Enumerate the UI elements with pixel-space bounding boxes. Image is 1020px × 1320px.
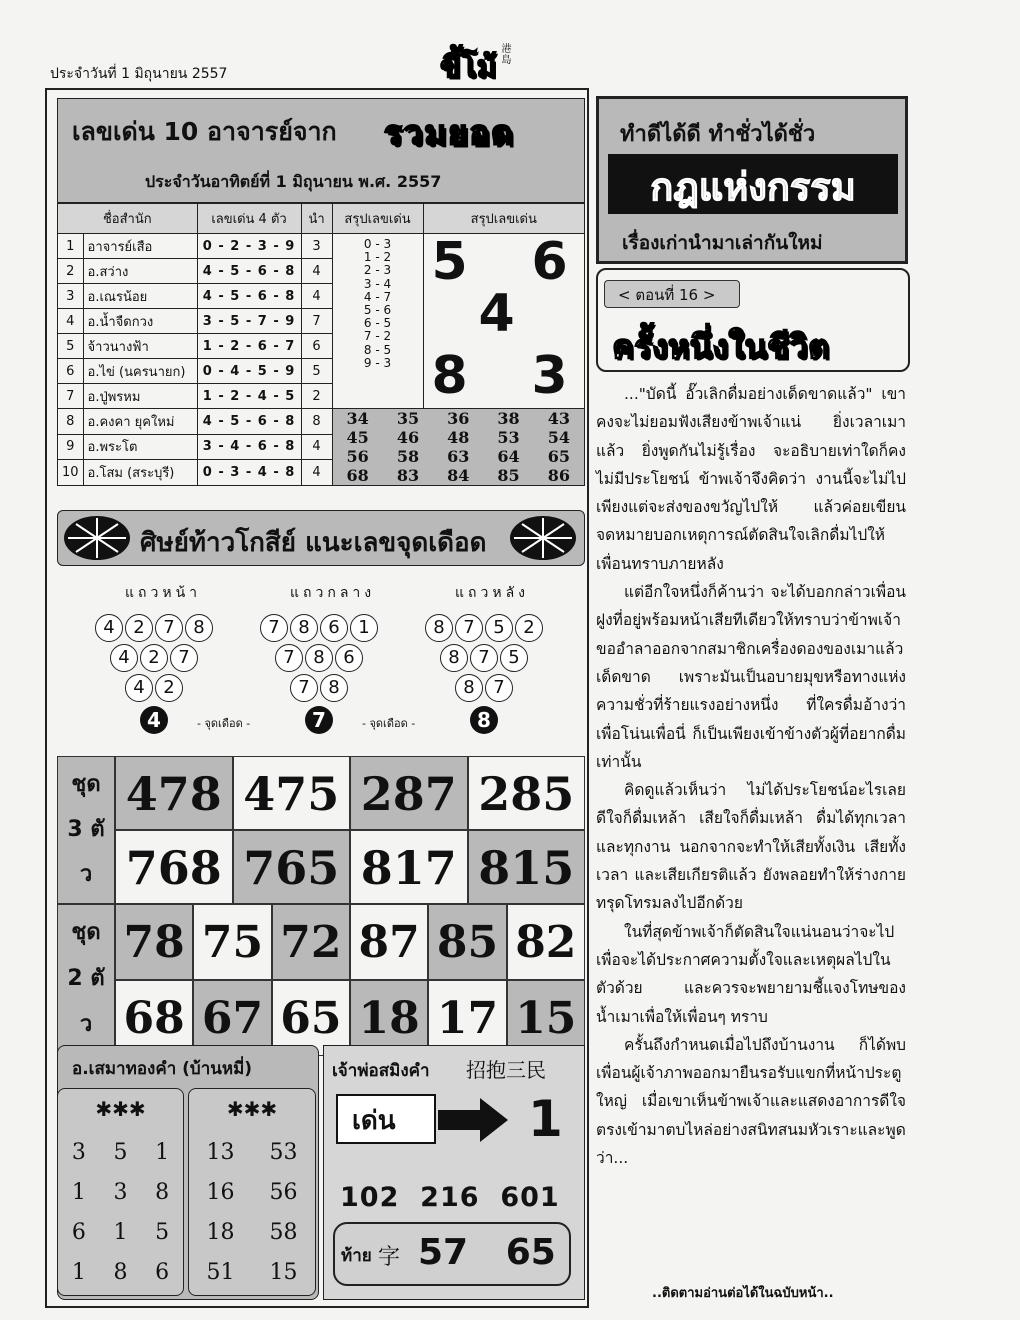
- row-name: อ.เณรน้อย: [83, 284, 197, 309]
- set2-number: 65: [272, 980, 350, 1056]
- digit-circle: 8: [440, 644, 468, 672]
- row-no: 5: [58, 334, 84, 359]
- table-row: [58, 234, 585, 259]
- row-name: อ.ปู่พรหม: [83, 384, 197, 409]
- semar-number: 3: [71, 1140, 86, 1165]
- digit-circle: 5: [500, 644, 528, 672]
- semar-row: [189, 1133, 315, 1173]
- masters-table: [57, 203, 585, 486]
- row-lead: 2: [301, 384, 332, 409]
- story-paragraph: ในที่สุดข้าพเจ้าก็ตัดสินใจแน่นอนว่าจะไปเพื่อจะได้ประกาศความตั้งใจและเหตุผลไปในตัวด้วย และควรจะพยายามชี้แจงโทษของน้ำเมาเพื่อให้เพื่อนๆ ทราบ: [596, 922, 906, 1026]
- starburst-icon: [508, 514, 578, 566]
- chao-numbers: 102 216 601: [340, 1182, 560, 1213]
- row-lead: 8: [301, 409, 332, 435]
- summary-digit: 5: [431, 232, 468, 292]
- masthead-logo: [440, 44, 514, 84]
- den-label: เด่น: [352, 1106, 396, 1136]
- summary-digits-cell: [423, 234, 584, 409]
- semar-number: 1: [71, 1260, 86, 1285]
- row-no: 1: [58, 234, 84, 259]
- row-name: อ.สว่าง: [83, 259, 197, 284]
- semar-number: 5: [113, 1140, 128, 1165]
- summary-number: 48: [447, 428, 470, 447]
- row-digits: 1 - 2 - 4 - 5: [197, 384, 301, 409]
- digit-circle: 2: [155, 674, 183, 702]
- row-name: อ.น้ำจืดกวง: [83, 309, 197, 334]
- row-no: 7: [58, 384, 84, 409]
- row-digits: 0 - 2 - 3 - 9: [197, 234, 301, 259]
- digit-circle: 6: [320, 614, 348, 642]
- row-no: 2: [58, 259, 84, 284]
- pair: 7 - 2: [363, 329, 392, 344]
- table-row: [58, 409, 585, 435]
- row-no: 3: [58, 284, 84, 309]
- hot-digit: 7: [305, 706, 333, 734]
- digit-circle: 7: [290, 674, 318, 702]
- set3-number: 765: [233, 830, 351, 904]
- semar-panel-right: [188, 1088, 316, 1296]
- story-paragraph: ..."บัดนี้ อั๊วเลิกดื่มอย่างเด็ดขาดแล้ว" เขาคงจะไม่ยอมฟังเสียงข้าพเจ้าแน่ ยิ่งเวลาเมาแล้ว ยิ่งพูดกันไม่รู้เรื่อง จะอธิบายเท่าใดก็คงไม่มีประโยชน์ ข้าพเจ้าจึงคิดว่า งานนี้จะไม่ไป เพียงแต่จะส่งของขวัญไปให้ แล้วค่อยเขียนจดหมายบอกเหตุการณ์ตัดสินใจเลิกดื่มไปให้เพื่อนทราบภายหลัง: [596, 385, 906, 573]
- pairs-cell: [332, 234, 423, 409]
- semar-number: 6: [155, 1260, 170, 1285]
- digit-circle: 8: [305, 644, 333, 672]
- summary-number: 84: [447, 466, 470, 485]
- header-lead: นำ: [301, 204, 332, 234]
- summary-number: 53: [497, 428, 520, 447]
- left-title: เลขเด่น 10 อาจารย์จาก: [72, 117, 337, 146]
- triangle-label: แถวหลัง: [455, 585, 530, 601]
- story-body: [596, 380, 906, 1172]
- story-title: ครั้งหนึ่งในชีวิต: [612, 327, 830, 366]
- summary-number: 34: [346, 409, 369, 428]
- digit-circle: 7: [485, 674, 513, 702]
- summary-digit: 3: [531, 346, 568, 406]
- digit-circle: 7: [260, 614, 288, 642]
- set2-number: 68: [115, 980, 193, 1056]
- row-no: 8: [58, 409, 84, 435]
- set2-number: 82: [507, 904, 585, 980]
- summary-number: 85: [497, 466, 520, 485]
- summary-number: 64: [497, 447, 520, 466]
- pair: 1 - 2: [363, 250, 392, 265]
- semar-row: [189, 1213, 315, 1253]
- semar-number: 53: [269, 1140, 298, 1165]
- row-name: อ.ไข่ (นครนายก): [83, 359, 197, 384]
- summary-number: 63: [447, 447, 470, 466]
- semar-number: 58: [269, 1220, 298, 1245]
- row-lead: 3: [301, 234, 332, 259]
- summary-number: 68: [346, 466, 369, 485]
- row-lead: 7: [301, 309, 332, 334]
- set2-number: 78: [115, 904, 193, 980]
- row-lead: 5: [301, 359, 332, 384]
- semar-number: 56: [269, 1180, 298, 1205]
- summary-digit: 6: [531, 232, 568, 292]
- chao-chinese: 招抱三民: [466, 1058, 546, 1082]
- kosi-banner-title: ศิษย์ท้าวโกสีย์ แนะเลขจุดเดือด: [140, 528, 487, 558]
- set2-number: 18: [350, 980, 428, 1056]
- continue-note: ..ติดตามอ่านต่อได้ในฉบับหน้า..: [652, 1286, 834, 1301]
- digit-circle: 7: [455, 614, 483, 642]
- story-paragraph: แต่อีกใจหนึ่งก็ค้านว่า จะได้บอกกล่าวเพื่อนฝูงที่อยู่พร้อมหน้าเสียทีเดียวให้ทราบว่าข้าพเจ้าขออำลาออกจากสมาชิกเครื่องดองของเมาแล้วเด็ดขาด เพราะมันเป็นอบายมุขหรือทางแห่งความชั่วที่ร้ายแรงอย่างหนึ่ง ที่ใครดื่มอ้างว่าเพื่อโน่นเพื่อนี่ ก็เป็นเพียงเข้าข้างตัวผู้ที่อยากดื่มเท่านั้น: [596, 583, 906, 771]
- masthead-logo-side: 港 島: [501, 44, 512, 66]
- row-lead: 4: [301, 259, 332, 284]
- set2-number: 17: [428, 980, 506, 1056]
- set3-number: 285: [468, 756, 586, 830]
- digit-circle: 7: [470, 644, 498, 672]
- row-digits: 3 - 4 - 6 - 8: [197, 434, 301, 460]
- digit-circle: 4: [95, 614, 123, 642]
- ruam-yot-logo: รวมยอด: [384, 113, 515, 152]
- digit-circle: 4: [125, 674, 153, 702]
- row-digits: 3 - 5 - 7 - 9: [197, 309, 301, 334]
- set3-label: ชุด 3 ตัว: [67, 772, 105, 887]
- semar-row: [189, 1253, 315, 1293]
- semar-number: 51: [206, 1260, 235, 1285]
- semar-panel-left: [57, 1088, 184, 1296]
- semar-row: [58, 1173, 183, 1213]
- digit-circle: 8: [425, 614, 453, 642]
- row-name: จ้าวนางฟ้า: [83, 334, 197, 359]
- row-digits: 4 - 5 - 6 - 8: [197, 409, 301, 435]
- digit-circle: 8: [290, 614, 318, 642]
- pair: 3 - 4: [363, 276, 392, 291]
- row-digits: 0 - 3 - 4 - 8: [197, 460, 301, 486]
- episode-label: < ตอนที่ 16 >: [618, 286, 716, 304]
- header-school: ชื่อสำนัก: [58, 204, 198, 234]
- row-lead: 6: [301, 334, 332, 359]
- row-lead: 4: [301, 434, 332, 460]
- semar-number: 3: [113, 1180, 128, 1205]
- set3-number: 815: [468, 830, 586, 904]
- semar-number: 6: [71, 1220, 86, 1245]
- set2-number: 72: [272, 904, 350, 980]
- summary-number: 86: [547, 466, 570, 485]
- summary-number: 65: [547, 447, 570, 466]
- semar-number: 16: [206, 1180, 235, 1205]
- summary-digit-center: 4: [478, 284, 515, 344]
- semar-row: [58, 1213, 183, 1253]
- set2-number: 85: [428, 904, 506, 980]
- row-lead: 4: [301, 284, 332, 309]
- digit-circle: 2: [140, 644, 168, 672]
- digit-circle: 7: [170, 644, 198, 672]
- digit-circle: 7: [155, 614, 183, 642]
- set3-number: 768: [115, 830, 233, 904]
- set2-number: 15: [507, 980, 585, 1056]
- triangle-label: แถวกลาง: [290, 585, 376, 601]
- masthead-logo-text: ขี้โม้: [440, 50, 497, 85]
- pair: 5 - 6: [363, 303, 392, 318]
- issue-date: ประจำวันที่ 1 มิถุนายน 2557: [50, 66, 228, 82]
- set2-number: 87: [350, 904, 428, 980]
- digit-circle: 7: [275, 644, 303, 672]
- set2-number: 67: [193, 980, 271, 1056]
- stars: ✱✱✱: [95, 1097, 146, 1121]
- summary-number: 36: [447, 409, 470, 428]
- semar-number: 1: [155, 1140, 170, 1165]
- semar-row: [189, 1173, 315, 1213]
- row-no: 9: [58, 434, 84, 460]
- summary-grid: [332, 409, 584, 486]
- digit-circle: 8: [185, 614, 213, 642]
- set2-grid: [115, 904, 585, 1056]
- hot-digit: 4: [140, 706, 168, 734]
- hot-digit: 8: [470, 706, 498, 734]
- semar-row: [58, 1133, 183, 1173]
- summary-number: 54: [547, 428, 570, 447]
- row-name: อ.คงคา ยุคใหม่: [83, 409, 197, 435]
- row-name: อ.พระโต: [83, 434, 197, 460]
- digit-circle: 8: [455, 674, 483, 702]
- pair: 9 - 3: [363, 355, 392, 370]
- set2-number: 75: [193, 904, 271, 980]
- semar-number: 1: [71, 1180, 86, 1205]
- row-no: 4: [58, 309, 84, 334]
- semar-number: 15: [269, 1260, 298, 1285]
- summary-number: 43: [547, 409, 570, 428]
- summary-number: 46: [396, 428, 420, 447]
- digit-circle: 6: [335, 644, 363, 672]
- arrow-right-icon: [438, 1096, 510, 1148]
- semar-number: 8: [155, 1180, 170, 1205]
- semar-number: 18: [206, 1220, 235, 1245]
- stars: ✱✱✱: [226, 1097, 278, 1121]
- summary-digit: 8: [431, 346, 468, 406]
- triangle-section: [57, 570, 585, 750]
- pair: 0 - 3: [363, 237, 392, 251]
- tail-char: 字: [378, 1245, 401, 1270]
- pair: 4 - 7: [363, 289, 392, 304]
- summary-number: 56: [346, 447, 369, 466]
- row-name: อาจารย์เสือ: [83, 234, 197, 259]
- pair: 8 - 5: [363, 342, 392, 357]
- set3-number: 475: [233, 756, 351, 830]
- summary-number: 45: [346, 428, 369, 447]
- digit-circle: 2: [125, 614, 153, 642]
- semar-title: อ.เสมาทองคำ (บ้านหมี่): [72, 1059, 253, 1079]
- digit-circle: 4: [110, 644, 138, 672]
- row-name: อ.โสม (สระบุรี): [83, 460, 197, 486]
- header-summary-2: สรุปเลขเด่น: [423, 204, 584, 234]
- starburst-icon: [62, 514, 132, 566]
- digit-circle: 8: [320, 674, 348, 702]
- summary-number: 38: [497, 409, 520, 428]
- row-digits: 4 - 5 - 6 - 8: [197, 259, 301, 284]
- summary-number: 83: [396, 466, 420, 485]
- digit-circle: 1: [350, 614, 378, 642]
- semar-row: [58, 1253, 183, 1293]
- set3-grid: [115, 756, 585, 904]
- summary-number: 58: [396, 447, 420, 466]
- row-lead: 4: [301, 460, 332, 486]
- semar-number: 1: [113, 1220, 128, 1245]
- digit-circle: 2: [515, 614, 543, 642]
- semar-number: 13: [206, 1140, 235, 1165]
- pair: 6 - 5: [363, 316, 392, 331]
- row-digits: 4 - 5 - 6 - 8: [197, 284, 301, 309]
- pair: 2 - 3: [363, 263, 392, 278]
- summary-number: 35: [396, 409, 420, 428]
- semar-number: 5: [155, 1220, 170, 1245]
- left-subtitle: ประจำวันอาทิตย์ที่ 1 มิถุนายน พ.ศ. 2557: [145, 172, 442, 191]
- header-summary-1: สรุปเลขเด่น: [332, 204, 423, 234]
- row-no: 6: [58, 359, 84, 384]
- tail-numbers: 57 65: [418, 1232, 556, 1273]
- chao-title: เจ้าพ่อสมิงคำ: [332, 1061, 430, 1081]
- set2-label: ชุด 2 ตัว: [67, 920, 105, 1037]
- set3-number: 817: [350, 830, 468, 904]
- story-paragraph: คิดดูแล้วเห็นว่า ไม่ได้ประโยชน์อะไรเลยดีใจก็ดื่มเหล้า เสียใจก็ดื่มเหล้า ดื่มได้ทุกเวลาและทุกงาน นอกจากจะทำให้เสียทั้งเงิน เสียทั้งเวลา และเสียเกียรติแล้ว ยังพลอยทำให้ร่างกายทรุดโทรมลงไปอีกด้วย: [596, 781, 906, 913]
- karma-motto: ทำดีได้ดี ทำชั่วได้ชั่ว: [620, 122, 816, 147]
- karma-sub: เรื่องเก่านำมาเล่ากันใหม่: [622, 232, 823, 254]
- semar-number: 8: [113, 1260, 128, 1285]
- triangle-label: แถวหน้า: [125, 585, 202, 601]
- row-digits: 1 - 2 - 6 - 7: [197, 334, 301, 359]
- story-paragraph: ครั้นถึงกำหนดเมื่อไปถึงบ้านงาน ก็ได้พบเพื่อนผู้เจ้าภาพออกมายืนรอรับแขกที่หน้าประตูใหญ่ เมื่อเขาเห็นข้าพเจ้าและแสดงอาการดีใจ ตรงเข้ามาตบไหล่อย่างสนิทสนมหัวเราะและพูดว่า...: [596, 1035, 906, 1168]
- row-no: 10: [58, 460, 84, 486]
- karma-title: กฎแห่งกรรม: [650, 165, 856, 209]
- hot-label: - จุดเดือด -: [197, 717, 251, 730]
- set3-number: 287: [350, 756, 468, 830]
- row-digits: 0 - 4 - 5 - 9: [197, 359, 301, 384]
- set3-number: 478: [115, 756, 233, 830]
- tail-label: ท้าย: [341, 1246, 372, 1266]
- header-digits: เลขเด่น 4 ตัว: [197, 204, 301, 234]
- den-number: 1: [528, 1090, 563, 1148]
- hot-label: - จุดเดือด -: [362, 717, 416, 730]
- digit-circle: 5: [485, 614, 513, 642]
